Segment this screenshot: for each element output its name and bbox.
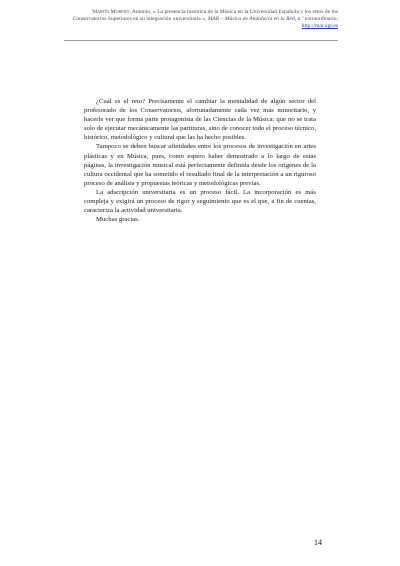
paragraph: Muchas gracias.	[96, 216, 140, 224]
paragraph: ¿Cuál es el reto? Precisamente el cambiar la mentalidad de algún sector del profesorado de los Conservatorios, afortunadamente cada vez más minoritario, y hacerle ver que forma parte protagonista de las Ciencias de la Música: que no se trata solo de ejecutar mecánicamente las partituras, sino de conocer todo el proceso técnico, histórico, metodológico y cultural que las ha hecho posibles.	[84, 98, 316, 142]
header-author: Martín Moreno	[92, 9, 130, 15]
header-issue-text: , n.º extraordinario,	[294, 16, 338, 22]
paragraph: Tampoco se deben buscar afinidades entre los procesos de investigación en artes plásticas y en Música, pues, como espero haber demostrado a lo largo de estas páginas, la investigación musical está perfectamente definida desde los orígenes de la cultura occidental que ha sometido el resultado final de la interpretación a un riguroso proceso de análisis y propuestas teóricas y metodológicas previas.	[84, 143, 316, 187]
paragraph: La adscripción universitaria es un proceso fácil. La incorporación es más compleja y exigirá un proceso de rigor y seguimiento que es el que, a fin de cuentas, caracteriza la actividad universitaria.	[84, 188, 316, 215]
running-header	[64, 9, 338, 30]
header-divider	[64, 40, 338, 41]
header-journal-link[interactable]: http://mar.ugr.es	[301, 23, 338, 29]
header-citation-text: , Antonio, « La presencia histórica de la Música en la Universidad Española y los retos de los Conservatorios Superiores en su integración universitaria »,	[72, 9, 338, 22]
header-journal-title: MAR – Música de Andalucía en la Red	[207, 16, 295, 22]
body-text	[84, 97, 316, 224]
page-number: 14	[314, 538, 322, 547]
